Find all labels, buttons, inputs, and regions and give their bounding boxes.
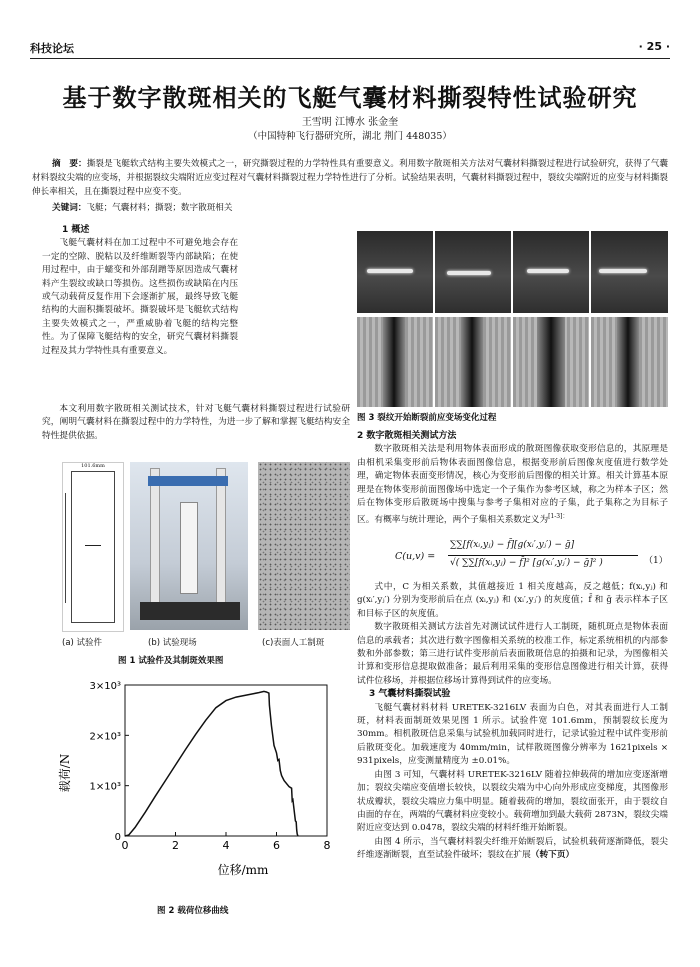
section-2: [357, 430, 668, 528]
header-rule: [30, 58, 670, 59]
y-tick-label: 3×10³: [89, 681, 121, 692]
keywords-text: 飞艇；气囊材料；撕裂；数字散斑相关: [86, 203, 233, 213]
formula-numerator: ∑∑[f(xᵢ,yⱼ) − f̄][g(xᵢ′,yⱼ′) − ḡ]: [450, 540, 575, 550]
test-rig-photo: [130, 462, 248, 630]
section-2-para-2: 式中，C 为相关系数，其值越接近 1 相关度越高，反之越低；f(xᵢ,yⱼ) 和 g(xᵢ′,yⱼ′) 分别为变形前后在点 (xᵢ,yⱼ) 和 (xᵢ′,yⱼ′) 的灰度值；f̄ 和 ḡ 表示样本子区和目标子区的灰度值。: [357, 582, 668, 619]
journal-section: 科技论坛: [30, 42, 74, 55]
plot-frame: [125, 685, 327, 836]
fig3-top-3: [513, 231, 589, 313]
fig3-bottom-2: [435, 317, 511, 407]
section-1-para-1: 飞艇气囊材料在加工过程中不可避免地会存在一定的空隙、脱粘以及纤维断裂等内部缺陷；在使用过程中，由于蠕变和外部刮蹭等原因造成气囊材料产生裂纹或缺口等损伤。这些损伤或缺陷在内压或气动载荷反复作用下会逐渐扩展，最终导致飞艇结构的大面积撕裂破坏。撕裂破坏是飞艇软式结构主要失效模式之一，严重威胁着飞艇的结构完整性。为了保障飞艇结构的安全，研究气囊材料撕裂过程及其力学特性具有重要意义。: [42, 238, 238, 356]
fig3-bottom-3: [513, 317, 589, 407]
paper-title: 基于数字散斑相关的飞艇气囊材料撕裂特性试验研究: [62, 83, 638, 112]
keywords: [52, 201, 652, 213]
x-axis-label: 位移/mm: [217, 863, 269, 877]
speckle-photo: [258, 462, 350, 630]
strain-field-grid: [357, 231, 668, 407]
formula-fraction-bar: [448, 555, 638, 556]
formula-denominator: √( ∑∑[f(xᵢ,yⱼ) − f̄]² [g(xᵢ′,yⱼ′) − ḡ]² ): [450, 558, 603, 568]
formula-lhs: C(u,v) =: [395, 551, 436, 562]
fig1-sub-b: (b) 试验现场: [148, 638, 197, 648]
x-tick-label: 6: [273, 839, 280, 852]
specimen-drawing: [62, 462, 124, 632]
formula-number: （1）: [644, 556, 668, 566]
section-3-para-1: 飞艇气囊材料材料 URETEK-3216LV 表面为白色，对其表面进行人工制斑，材料表面制斑效果见图 1 所示。试验件宽 101.6mm，预制裂纹长度为 30mm。相机散斑信息采集与试验机加载同时进行，记录试验过程中试件变形前后散斑变化。加载速度为 40mm/min，试样散斑图像分辨率为 1621pixels × 931pixels，应变测量精度为 ±0.01%。: [357, 702, 668, 767]
x-tick-label: 8: [323, 839, 331, 852]
section-3-para-2: 由图 3 可知，气囊材料 URETEK-3216LV 随着拉伸载荷的增加应变逐渐增加；裂纹尖端应变值增长较快，以裂纹尖端为中心向外形成应变梯度，其图像形状成瓣状，裂纹尖端应力集中明显。随着载荷的增加，裂纹面张开，由于裂纹自由面的存在，两端的气囊材料应变较小。载荷增加到最大载荷 2873N，裂纹尖端附近应变达到 0.0478，裂纹尖端的材料纤维开始断裂。: [357, 769, 668, 834]
fig3-bottom-4: [591, 317, 668, 407]
fig3-top-2: [435, 231, 511, 313]
fig1-sub-c: (c)表面人工制斑: [262, 638, 325, 648]
fig3-caption: 图 3 裂纹开始断裂前应变场变化过程: [357, 413, 497, 423]
section-2-para-1: [357, 443, 668, 527]
rig-crosshead: [148, 476, 228, 486]
specimen-clamp-line: [65, 493, 72, 603]
section-1-para-2: 本文利用数字散斑相关测试技术，针对飞艇气囊材料撕裂过程进行试验研究，阐明气囊材料在撕裂过程中的力学特性，为进一步了解和掌握飞艇结构安全特性提供依据。: [42, 404, 350, 441]
fig1-sub-a: (a) 试验件: [62, 638, 103, 648]
abstract: [32, 157, 668, 199]
rig-column-right: [216, 468, 226, 620]
fig2-caption: 图 2 载荷位移曲线: [157, 906, 229, 916]
specimen-crack: [85, 545, 101, 546]
y-axis-label: 载荷/N: [58, 753, 72, 793]
x-tick-label: 4: [222, 839, 230, 852]
y-tick-label: 1×10³: [89, 781, 121, 793]
affiliation: （中国特种飞行器研究所，湖北 荆门 448035）: [248, 131, 452, 142]
section-2-para-3: 数字散斑相关测试方法首先对测试试件进行人工制斑，随机斑点是物体表面信息的承载者；其次进行数字图像相关系统的校准工作，标定系统相机的内部参数和外部参数；第三进行试件变形前后表面散斑信息的拍摄和记录，为图像相关计算和变形信息提取做准备；最后利用采集的变形信息图像进行相关计算，获得试件位移场，并根据位移场计算得到试件的应变场。: [357, 622, 668, 686]
section-3-para-3: [357, 836, 668, 863]
specimen-width-label: 101.6mm: [81, 463, 105, 469]
x-tick-label: 2: [172, 839, 179, 852]
section-2-para-1-text: 数字散斑相关法是利用物体表面形成的散斑图像获取变形信息的，其原理是由相机采集变形前后物体表面图像信息，根据变形前后图像灰度值进行数学处理，确定物体表面变形情况，核心为变形前后图像的相关计算。相关计算基本原理是在物体变形前面图像场中选定一个子集作为参考区域，称之为样本子区；然后在物体变形后散斑场中搜集与参考子集相对应的子集，此子集称之为目标子区。有概率与统计理论，两个子集相关系数定义为: [357, 444, 668, 526]
section-3-para-3-text: 由图 4 所示，当气囊材料裂尖纤维开始断裂后，试验机载荷逐渐降低，裂尖纤维逐渐断裂，直至试验件破坏；裂纹在扩展: [357, 836, 668, 861]
section-1-para-2-wrap: [42, 403, 350, 443]
fig3-top-4: [591, 231, 668, 313]
rig-specimen: [180, 502, 198, 594]
section-2-ref: [1-3]：: [548, 513, 569, 521]
section-2-cont: [357, 581, 668, 863]
page-number: · 25 ·: [638, 40, 670, 53]
specimen-outline: [71, 471, 115, 623]
y-tick-label: 0: [114, 832, 121, 843]
authors: 王雪明 江博水 张金奎: [301, 117, 399, 128]
keywords-label: 关键词：: [52, 203, 87, 213]
fig1-caption: 图 1 试验件及其制斑效果图: [118, 656, 224, 666]
abstract-text: 撕裂是飞艇软式结构主要失效模式之一，研究撕裂过程的力学特性具有重要意义。利用数字散斑相关方法对气囊材料撕裂过程进行试验研究，获得了气囊材料裂纹尖端的应变场，并根据裂纹尖端附近应变过程对气囊材料撕裂过程力学特性进行了分析。试验结果表明，气囊材料撕裂过程中，裂纹尖端附近的应变与材料撕裂伸长率相关，且在撕裂过程中应变不变。: [32, 159, 668, 197]
abstract-label: 摘 要：: [52, 159, 87, 169]
section-3-heading: 3 气囊材料撕裂试验: [369, 689, 451, 700]
continued-note: （转下页）: [530, 850, 575, 861]
rig-column-left: [150, 468, 160, 620]
section-2-heading: 2 数字散斑相关测试方法: [357, 431, 457, 441]
fig3-bottom-1: [357, 317, 433, 407]
fig3-top-1: [357, 231, 433, 313]
y-tick-label: 2×10³: [89, 731, 121, 743]
section-1-heading: 1 概述: [62, 225, 90, 235]
load-displacement-chart: [55, 668, 345, 880]
x-tick-label: 0: [121, 839, 129, 852]
rig-base: [140, 602, 240, 620]
load-curve: [125, 691, 298, 836]
section-1: [42, 224, 238, 358]
